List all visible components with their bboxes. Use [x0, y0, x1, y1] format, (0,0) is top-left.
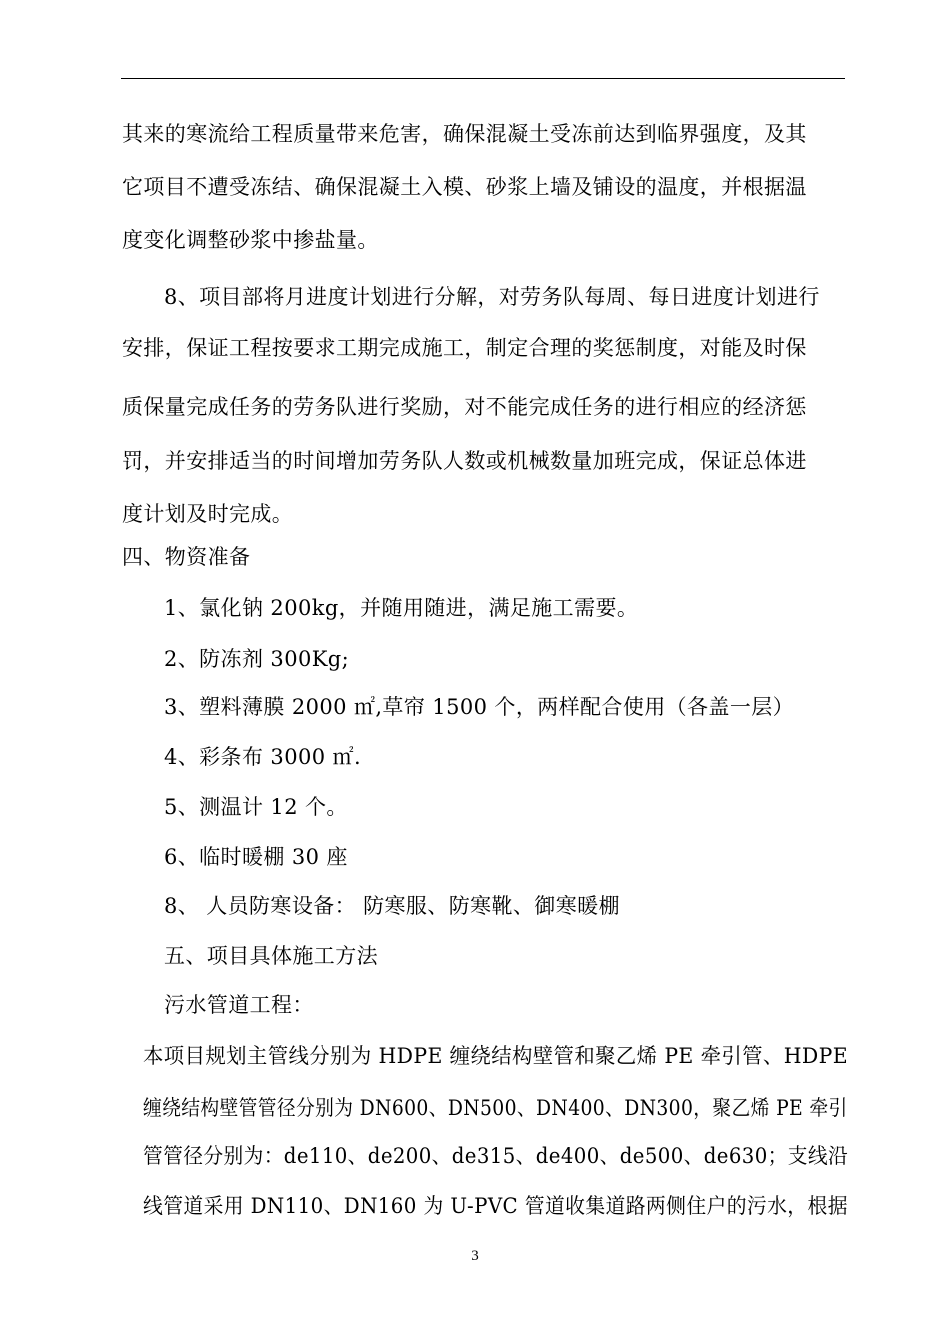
text-line: 管管径分别为：de110、de200、de315、de400、de500、de630；支线沿 — [143, 1144, 849, 1168]
subsection-heading: 污水管道工程： — [164, 993, 314, 1017]
text-line: 本项目规划主管线分别为 HDPE 缠绕结构壁管和聚乙烯 PE 牵引管、HDPE — [143, 1044, 849, 1068]
list-item: 5、测温计 12 个。 — [164, 795, 348, 819]
list-item: 6、临时暖棚 30 座 — [164, 845, 348, 869]
text-line: 安排，保证工程按要求工期完成施工，制定合理的奖惩制度，对能及时保 — [122, 336, 807, 360]
text-line: 度变化调整砂浆中掺盐量。 — [122, 228, 379, 252]
text-line: 质保量完成任务的劳务队进行奖励，对不能完成任务的进行相应的经济惩 — [122, 395, 807, 419]
list-item: 8、 人员防寒设备： 防寒服、防寒靴、御寒暖棚 — [164, 894, 620, 918]
text-line: 其来的寒流给工程质量带来危害，确保混凝土受冻前达到临界强度，及其 — [122, 122, 807, 146]
section-heading: 四、物资准备 — [122, 545, 251, 569]
header-rule — [121, 78, 845, 79]
text-line: 罚，并安排适当的时间增加劳务队人数或机械数量加班完成，保证总体进 — [122, 449, 807, 473]
section-heading: 五、项目具体施工方法 — [164, 944, 378, 968]
list-item: 3、塑料薄膜 2000 ㎡,草帘 1500 个，两样配合使用（各盖一层） — [164, 695, 795, 719]
text-line: 8、项目部将月进度计划进行分解，对劳务队每周、每日进度计划进行 — [164, 285, 820, 309]
list-item: 1、氯化钠 200kg，并随用随进，满足施工需要。 — [164, 596, 639, 620]
page-number: 3 — [471, 1248, 479, 1264]
text-line: 线管道采用 DN110、DN160 为 U-PVC 管道收集道路两侧住户的污水，根据 — [143, 1194, 848, 1218]
list-item: 4、彩条布 3000 ㎡. — [164, 745, 362, 769]
text-line: 度计划及时完成。 — [122, 502, 294, 526]
text-line: 缠绕结构壁管管径分别为 DN600、DN500、DN400、DN300，聚乙烯 PE 牵引 — [143, 1096, 848, 1120]
list-item: 2、防冻剂 300Kg; — [164, 647, 350, 671]
text-line: 它项目不遭受冻结、确保混凝土入模、砂浆上墙及铺设的温度，并根据温 — [122, 175, 807, 199]
